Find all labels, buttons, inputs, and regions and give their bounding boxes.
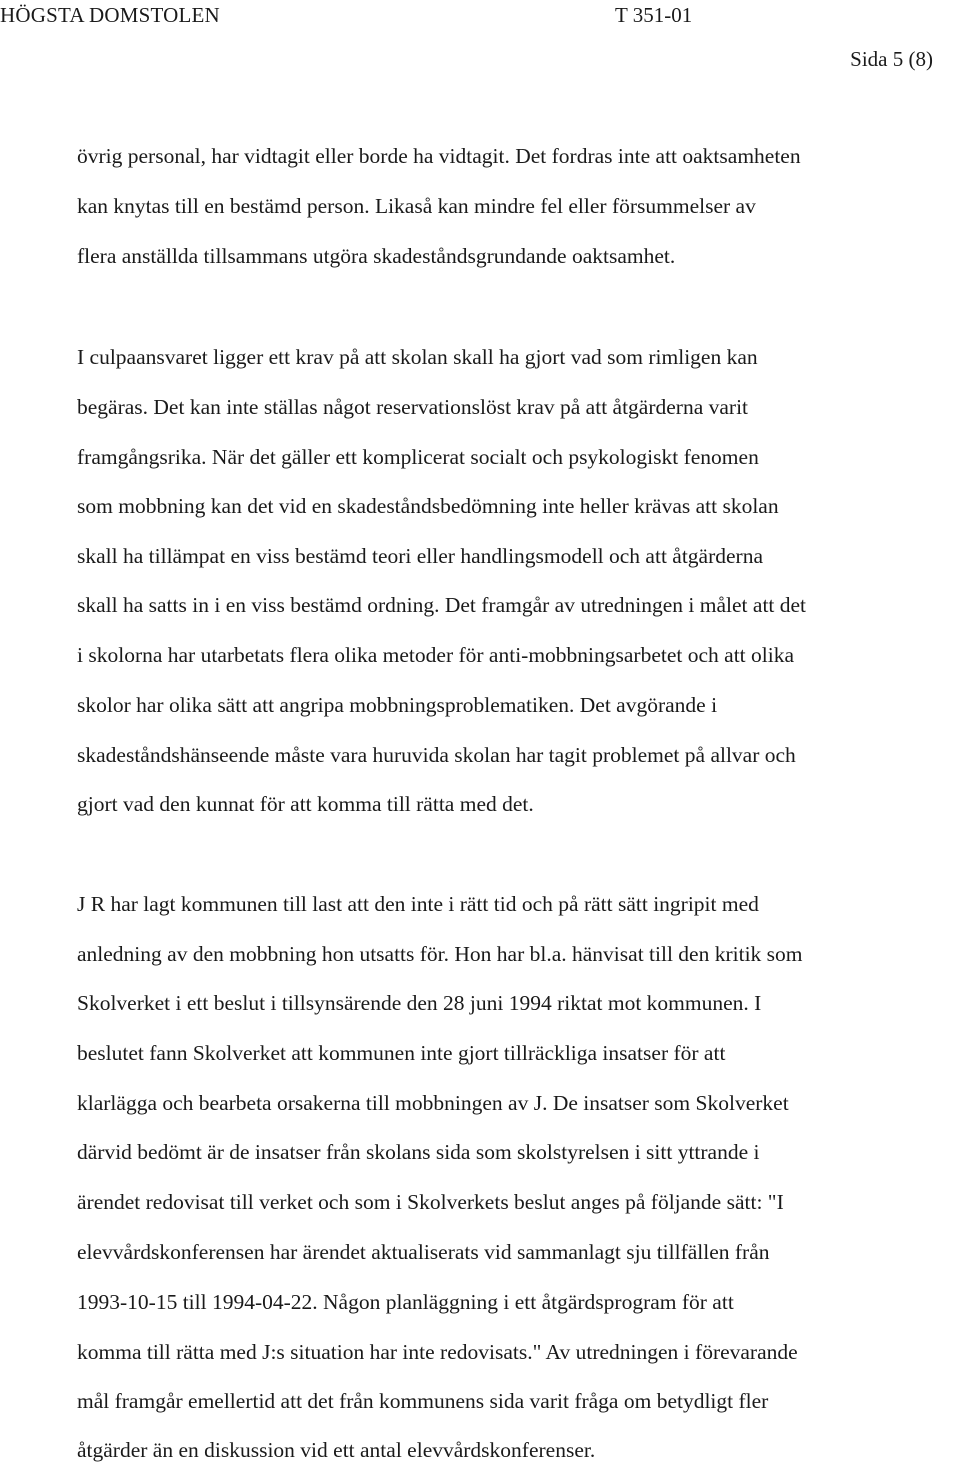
text-line: som mobbning kan det vid en skadeståndsbedömning inte heller krävas att skolan bbox=[77, 494, 779, 518]
text-line: beslutet fann Skolverket att kommunen inte gjort tillräckliga insatser för att bbox=[77, 1041, 726, 1065]
text-line: skolor har olika sätt att angripa mobbningsproblematiken. Det avgörande i bbox=[77, 693, 718, 717]
text-line: Skolverket i ett beslut i tillsynsärende den 28 juni 1994 riktat mot kommunen. I bbox=[77, 991, 762, 1015]
text-line: i skolorna har utarbetats flera olika metoder för anti-mobbningsarbetet och att olika bbox=[77, 643, 795, 667]
text-line: åtgärder än en diskussion vid ett antal elevvårdskonferenser. bbox=[77, 1438, 596, 1462]
text-line: gjort vad den kunnat för att komma till rätta med det. bbox=[77, 792, 534, 816]
text-line: J R har lagt kommunen till last att den inte i rätt tid och på rätt sätt ingripit med bbox=[77, 892, 759, 916]
text-line: elevvårdskonferensen har ärendet aktualiserats vid sammanlagt sju tillfällen från bbox=[77, 1240, 770, 1264]
text-line: övrig personal, har vidtagit eller borde ha vidtagit. Det fordras inte att oaktsamheten bbox=[77, 144, 801, 168]
text-line: skadeståndshänseende måste vara huruvida skolan har tagit problemet på allvar och bbox=[77, 743, 796, 767]
page-number: Sida 5 (8) bbox=[850, 47, 933, 71]
case-number: T 351-01 bbox=[615, 3, 693, 27]
text-line: skall ha tillämpat en viss bestämd teori eller handlingsmodell och att åtgärderna bbox=[77, 544, 764, 568]
text-line: kan knytas till en bestämd person. Likaså kan mindre fel eller försummelser av bbox=[77, 194, 756, 218]
text-line: klarlägga och bearbeta orsakerna till mobbningen av J. De insatser som Skolverket bbox=[77, 1091, 789, 1115]
text-line: därvid bedömt är de insatser från skolans sida som skolstyrelsen i sitt yttrande i bbox=[77, 1140, 760, 1164]
text-line: komma till rätta med J:s situation har inte redovisats." Av utredningen i förevarande bbox=[77, 1340, 798, 1364]
court-name: HÖGSTA DOMSTOLEN bbox=[0, 3, 220, 27]
text-line: 1993-10-15 till 1994-04-22. Någon planläggning i ett åtgärdsprogram för att bbox=[77, 1290, 734, 1314]
text-line: framgångsrika. När det gäller ett komplicerat socialt och psykologiskt fenomen bbox=[77, 445, 759, 469]
text-line: begäras. Det kan inte ställas något reservationslöst krav på att åtgärderna varit bbox=[77, 395, 749, 419]
text-line: anledning av den mobbning hon utsatts för. Hon har bl.a. hänvisat till den kritik som bbox=[77, 942, 803, 966]
text-line: skall ha satts in i en viss bestämd ordning. Det framgår av utredningen i målet att det bbox=[77, 593, 807, 617]
text-line: ärendet redovisat till verket och som i Skolverkets beslut anges på följande sätt: "I bbox=[77, 1190, 784, 1214]
text-line: flera anställda tillsammans utgöra skadeståndsgrundande oaktsamhet. bbox=[77, 244, 676, 268]
text-line: mål framgår emellertid att det från kommunens sida varit fråga om betydligt fler bbox=[77, 1389, 769, 1413]
text-line: I culpaansvaret ligger ett krav på att skolan skall ha gjort vad som rimligen kan bbox=[77, 345, 758, 369]
